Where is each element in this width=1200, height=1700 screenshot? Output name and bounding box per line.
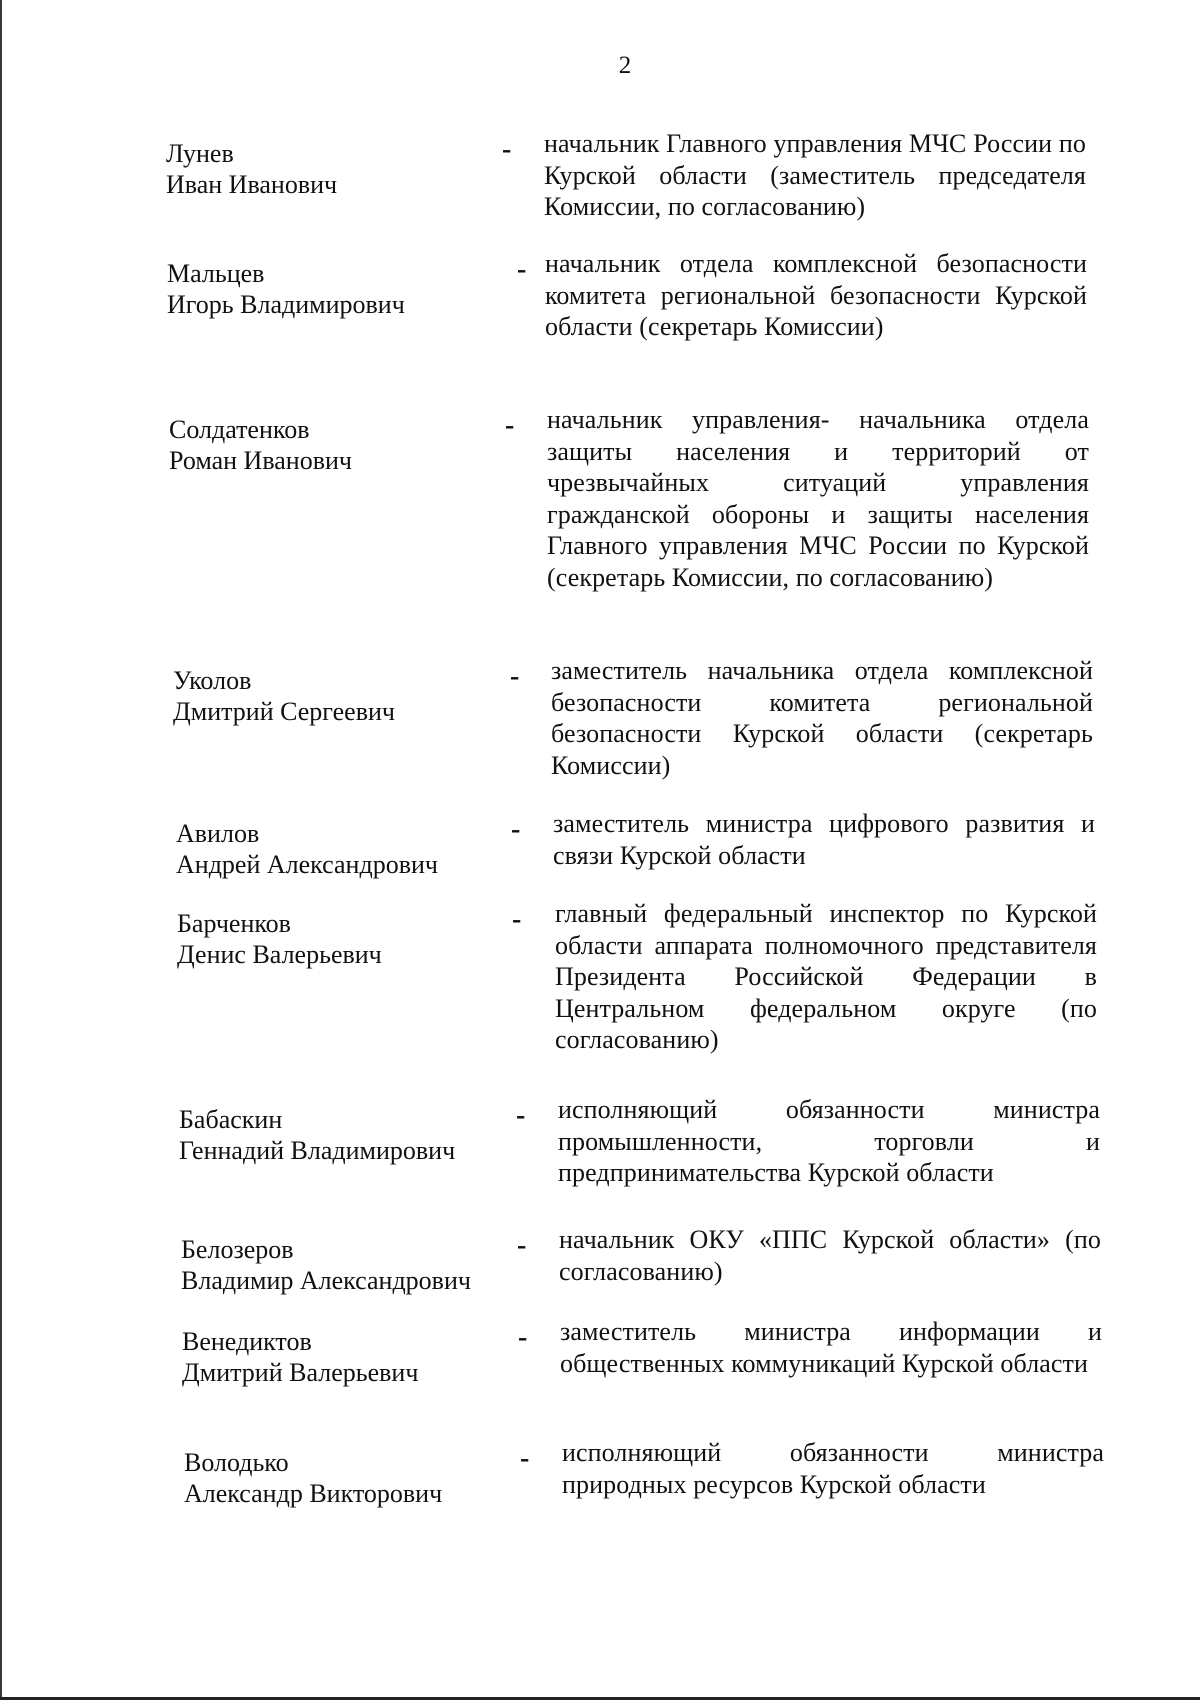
separator-dash: - (512, 904, 522, 935)
member-position: исполняющий обязанности министра промышленности, торговли и предпринимательства Курской области (558, 1095, 1100, 1187)
member-surname: Мальцев (167, 259, 265, 288)
member-surname: Авилов (176, 819, 260, 848)
member-surname: Белозеров (181, 1235, 294, 1264)
member-given-names: Дмитрий Сергеевич (173, 697, 395, 726)
separator-dash: - (505, 410, 515, 441)
member-given-names: Денис Валерьевич (177, 940, 382, 969)
separator-dash: - (520, 1443, 530, 1474)
member-given-names: Александр Викторович (184, 1479, 443, 1508)
member-name (166, 138, 337, 200)
member-position: начальник управления- начальника отдела защиты населения и территорий от чрезвычайных ситуаций управления гражданской обороны и защиты населения Главного управления МЧС России по Курской (секретарь Комиссии, по согласованию) (547, 405, 1089, 592)
member-given-names: Геннадий Владимирович (179, 1136, 456, 1165)
member-name (184, 1447, 442, 1509)
member-surname: Венедиктов (182, 1327, 312, 1356)
member-surname: Лунев (166, 139, 234, 168)
member-surname: Володько (184, 1448, 289, 1477)
member-name (173, 665, 395, 727)
separator-dash: - (516, 1100, 526, 1131)
member-position: заместитель начальника отдела комплексной безопасности комитета региональной безопасности Курской области (секретарь Комиссии) (551, 656, 1093, 780)
member-name (181, 1234, 471, 1296)
page-number: 2 (618, 52, 632, 79)
member-given-names: Игорь Владимирович (167, 290, 405, 319)
member-name (182, 1326, 418, 1388)
member-position: заместитель министра цифрового развития и связи Курской области (553, 809, 1095, 870)
member-given-names: Роман Иванович (169, 446, 352, 475)
separator-dash: - (510, 661, 520, 692)
scan-edge-left (0, 0, 2, 1700)
member-position: начальник ОКУ «ППС Курской области» (по согласованию) (559, 1225, 1101, 1286)
member-position: заместитель министра информации и общественных коммуникаций Курской области (560, 1317, 1102, 1378)
member-surname: Бабаскин (179, 1105, 283, 1134)
separator-dash: - (517, 254, 527, 285)
member-name (169, 414, 352, 476)
member-given-names: Иван Иванович (166, 170, 338, 199)
member-name (167, 258, 405, 320)
member-name (177, 908, 382, 970)
member-surname: Уколов (173, 666, 252, 695)
separator-dash: - (502, 134, 512, 165)
member-given-names: Дмитрий Валерьевич (182, 1358, 419, 1387)
member-surname: Барченков (177, 909, 291, 938)
separator-dash: - (518, 1322, 528, 1353)
separator-dash: - (517, 1230, 527, 1261)
member-name (179, 1104, 455, 1166)
member-given-names: Владимир Александрович (181, 1266, 471, 1295)
member-name (176, 818, 438, 880)
member-position: исполняющий обязанности министра природных ресурсов Курской области (562, 1438, 1104, 1499)
member-surname: Солдатенков (169, 415, 310, 444)
member-given-names: Андрей Александрович (176, 850, 438, 879)
separator-dash: - (511, 814, 521, 845)
member-position: начальник Главного управления МЧС России по Курской области (заместитель председателя Комиссии, по согласованию) (544, 129, 1086, 221)
member-position: начальник отдела комплексной безопасности комитета региональной безопасности Курской области (секретарь Комиссии) (545, 249, 1087, 341)
member-position: главный федеральный инспектор по Курской области аппарата полномочного представителя Президента Российской Федерации в Центральном федеральном округе (по согласованию) (555, 899, 1097, 1054)
